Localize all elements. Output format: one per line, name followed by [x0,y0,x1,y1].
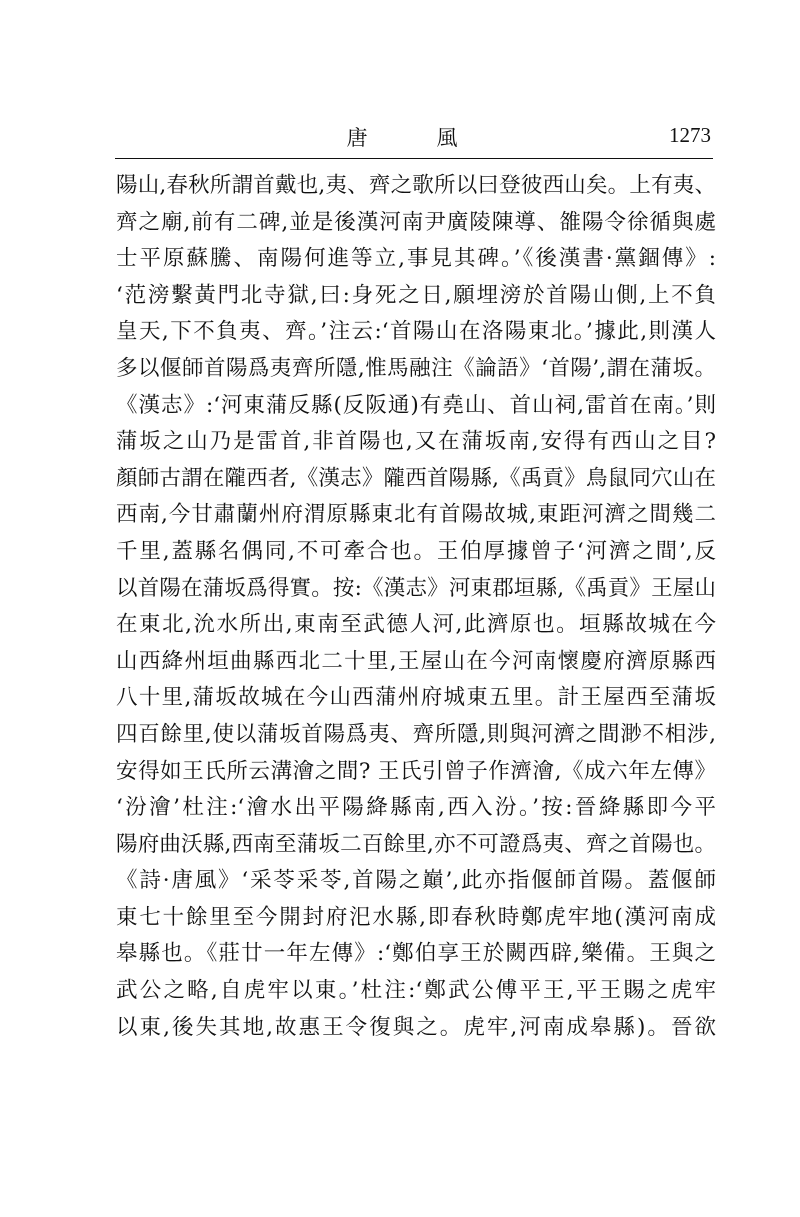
text-line: 多以偃師首陽爲夷齊所隱,惟馬融注《論語》‘首陽’,謂在蒲坂。 [116,355,716,381]
text-line: ‘汾澮’杜注:‘澮水出平陽絳縣南,西入汾。’按:晉絳縣即今平 [116,795,716,821]
text-line: 安得如王氏所云溝澮之間? 王氏引曾子作濟澮,《成六年左傳》 [116,758,716,784]
page-number: 1273 [669,123,711,147]
page-header [115,118,713,159]
text-line: 陽山,春秋所謂首戴也,夷、齊之歌所以曰登彼西山矣。上有夷、 [116,173,716,198]
text-line: 八十里,蒲坂故城在今山西蒲州府城東五里。計王屋西至蒲坂 [116,685,716,711]
text-line: 《詩·唐風》‘采苓采苓,首陽之巔’,此亦指偃師首陽。蓋偃師 [116,868,716,894]
text-line: 在東北,沇水所出,東南至武德人河,此濟原也。垣縣故城在今 [116,612,716,638]
text-line: 《漢志》:‘河東蒲反縣(反阪通)有堯山、首山祠,雷首在南。’則 [116,392,716,418]
text-line: 皋縣也。《莊廿一年左傳》:‘鄭伯享王於闕西辟,樂備。王與之 [116,941,716,967]
text-line: 顏師古謂在隴西者,《漢志》隴西首陽縣,《禹貢》鳥鼠同穴山在 [116,465,716,491]
text-line: 四百餘里,使以蒲坂首陽爲夷、齊所隱,則與河濟之間渺不相涉, [116,721,716,747]
text-line: 以首陽在蒲坂爲得實。按:《漢志》河東郡垣縣,《禹貢》王屋山 [116,575,716,601]
text-line: ‘范滂繫黃門北寺獄,曰:身死之日,願埋滂於首陽山側,上不負 [116,282,716,308]
text-line: 以東,後失其地,故惠王令復與之。虎牢,河南成皋縣)。晉欲 [116,1014,716,1040]
text-line: 齊之廟,前有二碑,並是後漢河南尹廣陵陳導、雒陽令徐循與處 [116,209,716,235]
text-line: 千里,蓋縣名偶同,不可牽合也。王伯厚據曾子‘河濟之間’,反 [116,538,716,564]
text-line: 陽府曲沃縣,西南至蒲坂二百餘里,亦不可證爲夷、齊之首陽也。 [116,831,716,857]
text-line: 東七十餘里至今開封府汜水縣,即春秋時鄭虎牢地(漢河南成 [116,904,716,930]
text-line: 士平原蘇騰、南陽何進等立,事見其碑。’《後漢書·黨錮傳》: [116,246,716,272]
text-line: 武公之略,自虎牢以東。’杜注:‘鄭武公傅平王,平王賜之虎牢 [116,978,716,1004]
text-line: 蒲坂之山乃是雷首,非首陽也,又在蒲坂南,安得有西山之目? [116,429,716,455]
text-line: 西南,今甘肅蘭州府渭原縣東北有首陽故城,東距河濟之間幾二 [116,502,716,528]
text-line: 皇天,下不負夷、齊。’注云:‘首陽山在洛陽東北。’據此,則漢人 [116,319,716,345]
text-line: 山西絳州垣曲縣西北二十里,王屋山在今河南懷慶府濟原縣西 [116,648,716,674]
body-text [116,168,716,1046]
running-title: 唐 風 [346,126,482,150]
